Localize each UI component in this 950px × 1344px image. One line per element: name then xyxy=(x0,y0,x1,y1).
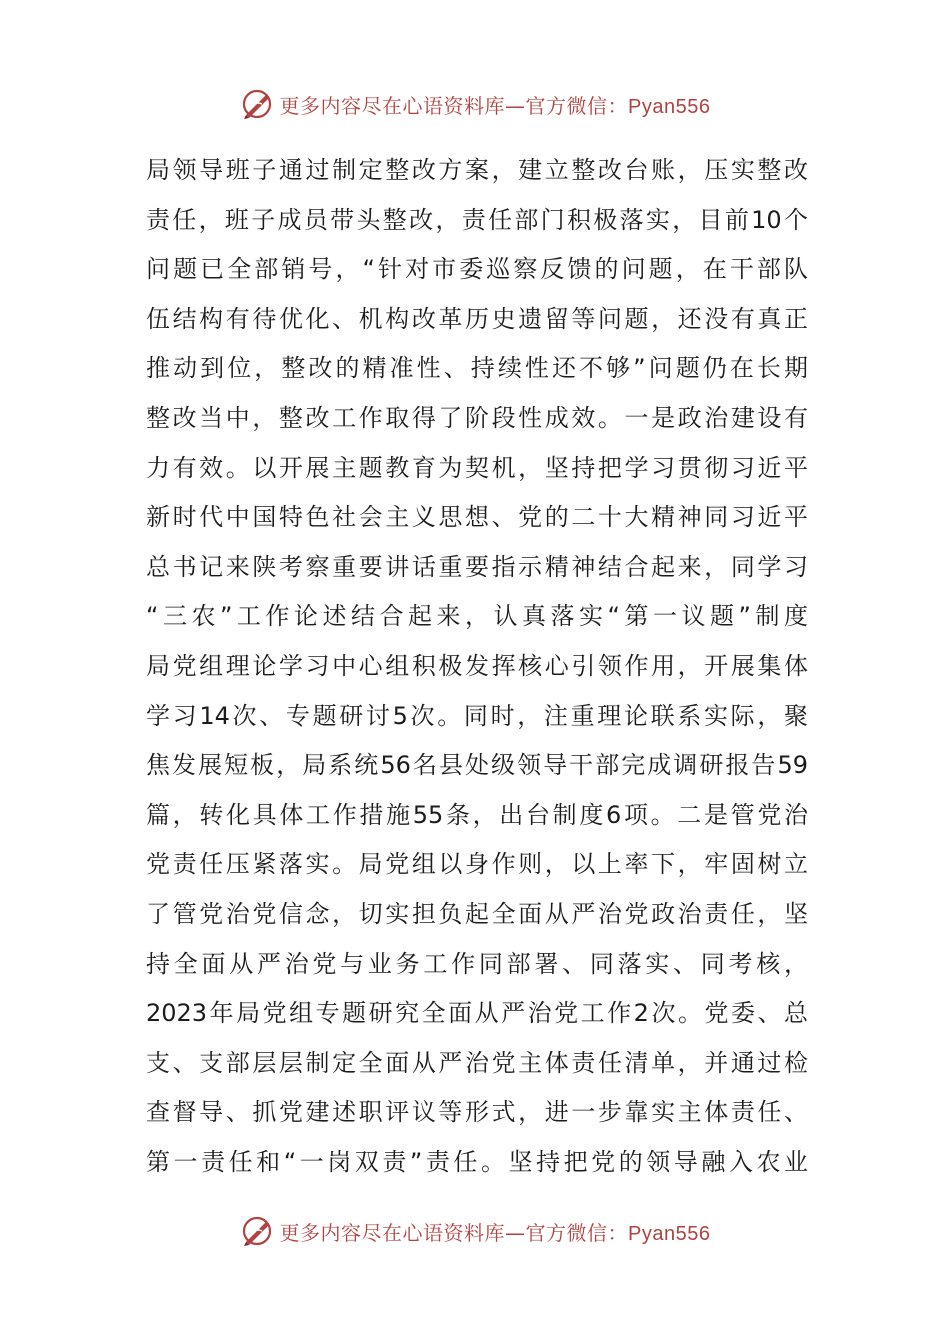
body-text-line: “三农”工作论述结合起来，认真落实“第一议题”制度 xyxy=(146,602,808,631)
body-text-line: 问题已全部销号，“针对市委巡察反馈的问题，在干部队 xyxy=(146,255,808,284)
pen-logo-icon xyxy=(240,87,274,121)
body-text-line: 局领导班子通过制定整改方案，建立整改台账，压实整改 xyxy=(146,156,808,184)
footer-banner-contact: 官方微信：Pyan556 xyxy=(525,1222,711,1245)
header-banner-title: 更多内容尽在心语资料库 xyxy=(279,93,506,118)
footer-banner-separator: — xyxy=(505,1220,526,1245)
body-text-line: 党责任压紧落实。局党组以身作则，以上率下，牢固树立 xyxy=(146,850,808,879)
footer-banner-title: 更多内容尽在心语资料库 xyxy=(279,1220,506,1245)
body-text-line: 第一责任和“一岗双责”责任。坚持把党的领导融入农业 xyxy=(146,1147,808,1176)
body-text-line: 学习14次、专题研讨5次。同时，注重理论联系实际，聚 xyxy=(146,701,808,730)
pen-logo-icon xyxy=(240,1214,274,1248)
body-text-line: 责任，班子成员带头整改，责任部门积极落实，目前10个 xyxy=(146,205,808,234)
body-text-line: 新时代中国特色社会主义思想、党的二十大精神同习近平 xyxy=(146,503,808,532)
body-text-line: 持全面从严治党与业务工作同部署、同落实、同考核， xyxy=(146,949,808,978)
header-banner-separator: — xyxy=(505,93,526,118)
body-text-line: 整改当中，整改工作取得了阶段性成效。一是政治建设有 xyxy=(146,403,808,432)
document-body xyxy=(146,146,808,1187)
body-text-line: 推动到位，整改的精准性、持续性还不够”问题仍在长期 xyxy=(146,354,808,383)
body-text-line: 篇，转化具体工作措施55条，出台制度6项。二是管党治 xyxy=(146,800,808,829)
body-text-line: 焦发展短板，局系统56名县处级领导干部完成调研报告59 xyxy=(146,751,808,780)
header-banner-text xyxy=(280,90,711,119)
header-banner xyxy=(0,84,950,124)
body-text-line: 力有效。以开展主题教育为契机，坚持把学习贯彻习近平 xyxy=(146,453,808,482)
body-text-line: 伍结构有待优化、机构改革历史遗留等问题，还没有真正 xyxy=(146,304,808,333)
body-text-line: 总书记来陕考察重要讲话重要指示精神结合起来，同学习 xyxy=(146,552,808,581)
body-text-line: 局党组理论学习中心组积极发挥核心引领作用，开展集体 xyxy=(146,651,808,680)
header-banner-contact: 官方微信：Pyan556 xyxy=(525,95,711,118)
footer-banner-text xyxy=(280,1217,711,1246)
footer-banner xyxy=(0,1211,950,1251)
body-text-line: 了管党治党信念，切实担负起全面从严治党政治责任，坚 xyxy=(146,899,808,928)
body-text-line: 查督导、抓党建述职评议等形式，进一步靠实主体责任、 xyxy=(146,1098,808,1127)
body-text-line: 支、支部层层制定全面从严治党主体责任清单，并通过检 xyxy=(146,1048,808,1077)
body-text-line: 2023年局党组专题研究全面从严治党工作2次。党委、总 xyxy=(146,999,808,1028)
